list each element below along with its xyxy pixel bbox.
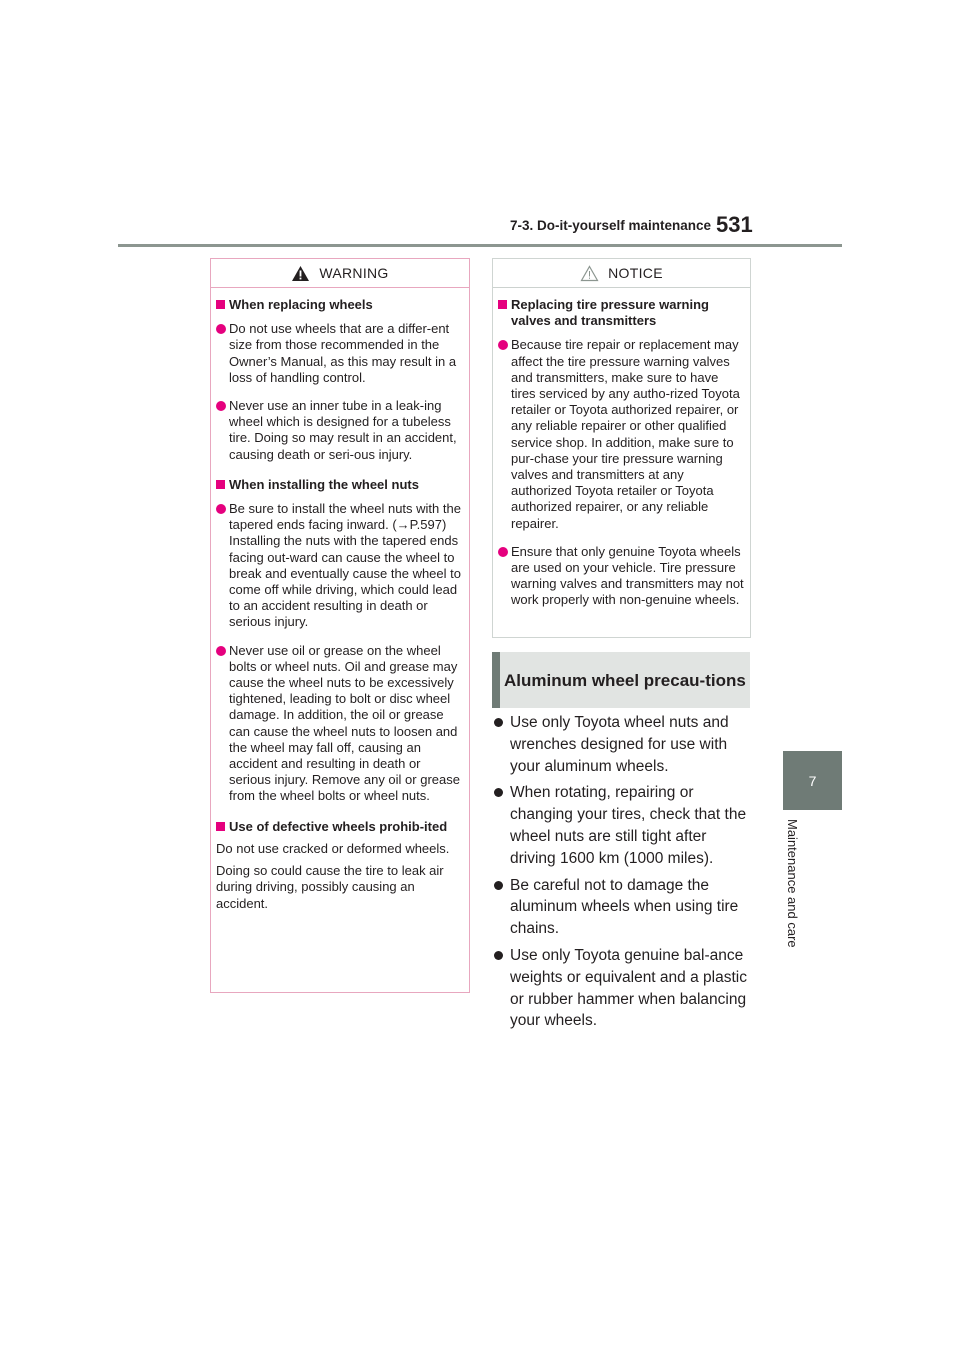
notice-header — [493, 259, 750, 288]
warning-bullet: Never use an inner tube in a leak-ing wheel which is designed for a tubeless tire. Doing so may result in an accident, causing death or seri-ous injury. — [216, 398, 464, 463]
list-item: Be careful not to damage the aluminum wheels when using tire chains. — [492, 875, 754, 940]
warning-subhead-installing: When installing the wheel nuts — [216, 477, 464, 493]
warning-header — [211, 259, 469, 288]
page-number: 531 — [716, 212, 753, 237]
warning-triangle-icon — [291, 265, 310, 282]
warning-bullet: Do not use wheels that are a differ-ent size from those recommended in the Owner’s Manual, as this may result in a loss of handling control. — [216, 321, 464, 386]
chapter-tab[interactable]: 7 — [783, 751, 842, 810]
warning-subhead-replacing: When replacing wheels — [216, 297, 464, 313]
notice-bullet: Ensure that only genuine Toyota wheels are used on your vehicle. Tire pressure warning valves and transmitters may not work properly with non-genuine wheels. — [498, 544, 745, 609]
aluminum-section-heading — [492, 652, 750, 708]
notice-heading: NOTICE — [608, 265, 663, 281]
aluminum-heading-text: Aluminum wheel precau-tions — [504, 670, 746, 690]
notice-box — [492, 258, 751, 638]
chapter-label: Maintenance and care — [785, 819, 800, 948]
list-item: Use only Toyota genuine bal-ance weights or equivalent and a plastic or rubber hammer when balancing your wheels. — [492, 945, 754, 1032]
notice-body — [493, 288, 750, 609]
notice-triangle-icon — [580, 265, 599, 282]
warning-bullet: Be sure to install the wheel nuts with the tapered ends facing inward. (→P.597) Installing the nuts with the tapered ends facing out-ward can cause the wheel to break and eventually cause the wheel to come off while driving, which could lead to an accident resulting in death or serious injury. — [216, 501, 464, 631]
notice-bullet: Because tire repair or replacement may affect the tire pressure warning valves and transmitters, make sure to have tires serviced by any autho-rized Toyota retailer or Toyota authorized repairer, or any reliable repairer or other qualified service shop. In addition, make sure to pur-chase your tire pressure warning valves and transmitters at any authorized Toyota retailer or Toyota authorized repairer, or any reliable repairer. — [498, 337, 745, 531]
warning-subhead-defective: Use of defective wheels prohib-ited — [216, 819, 464, 835]
header-rule — [118, 244, 842, 247]
warning-paragraph: Doing so could cause the tire to leak air during driving, possibly causing an accident. — [216, 863, 444, 911]
warning-body — [211, 288, 469, 912]
section-title: 7-3. Do-it-yourself maintenance — [510, 218, 712, 233]
list-item: When rotating, repairing or changing your tires, check that the wheel nuts are still tight after driving 1600 km (1000 miles). — [492, 782, 754, 869]
aluminum-list — [492, 712, 754, 1037]
heading-accent-bar — [492, 652, 500, 708]
list-item: Use only Toyota wheel nuts and wrenches designed for use with your aluminum wheels. — [492, 712, 754, 777]
warning-heading: WARNING — [319, 265, 389, 281]
warning-bullet: Never use oil or grease on the wheel bolts or wheel nuts. Oil and grease may cause the wheel nuts to be excessively tightened, leading to bolt or disc wheel damage. In addition, the oil or grease can cause the wheel nuts to loosen and the wheel may fall off, causing an accident and resulting in death or serious injury. Remove any oil or grease from the wheel bolts or wheel nuts. — [216, 643, 464, 805]
notice-subhead: Replacing tire pressure warning valves and transmitters — [498, 297, 745, 329]
warning-paragraph: Do not use cracked or deformed wheels. — [216, 840, 450, 856]
warning-box — [210, 258, 470, 993]
